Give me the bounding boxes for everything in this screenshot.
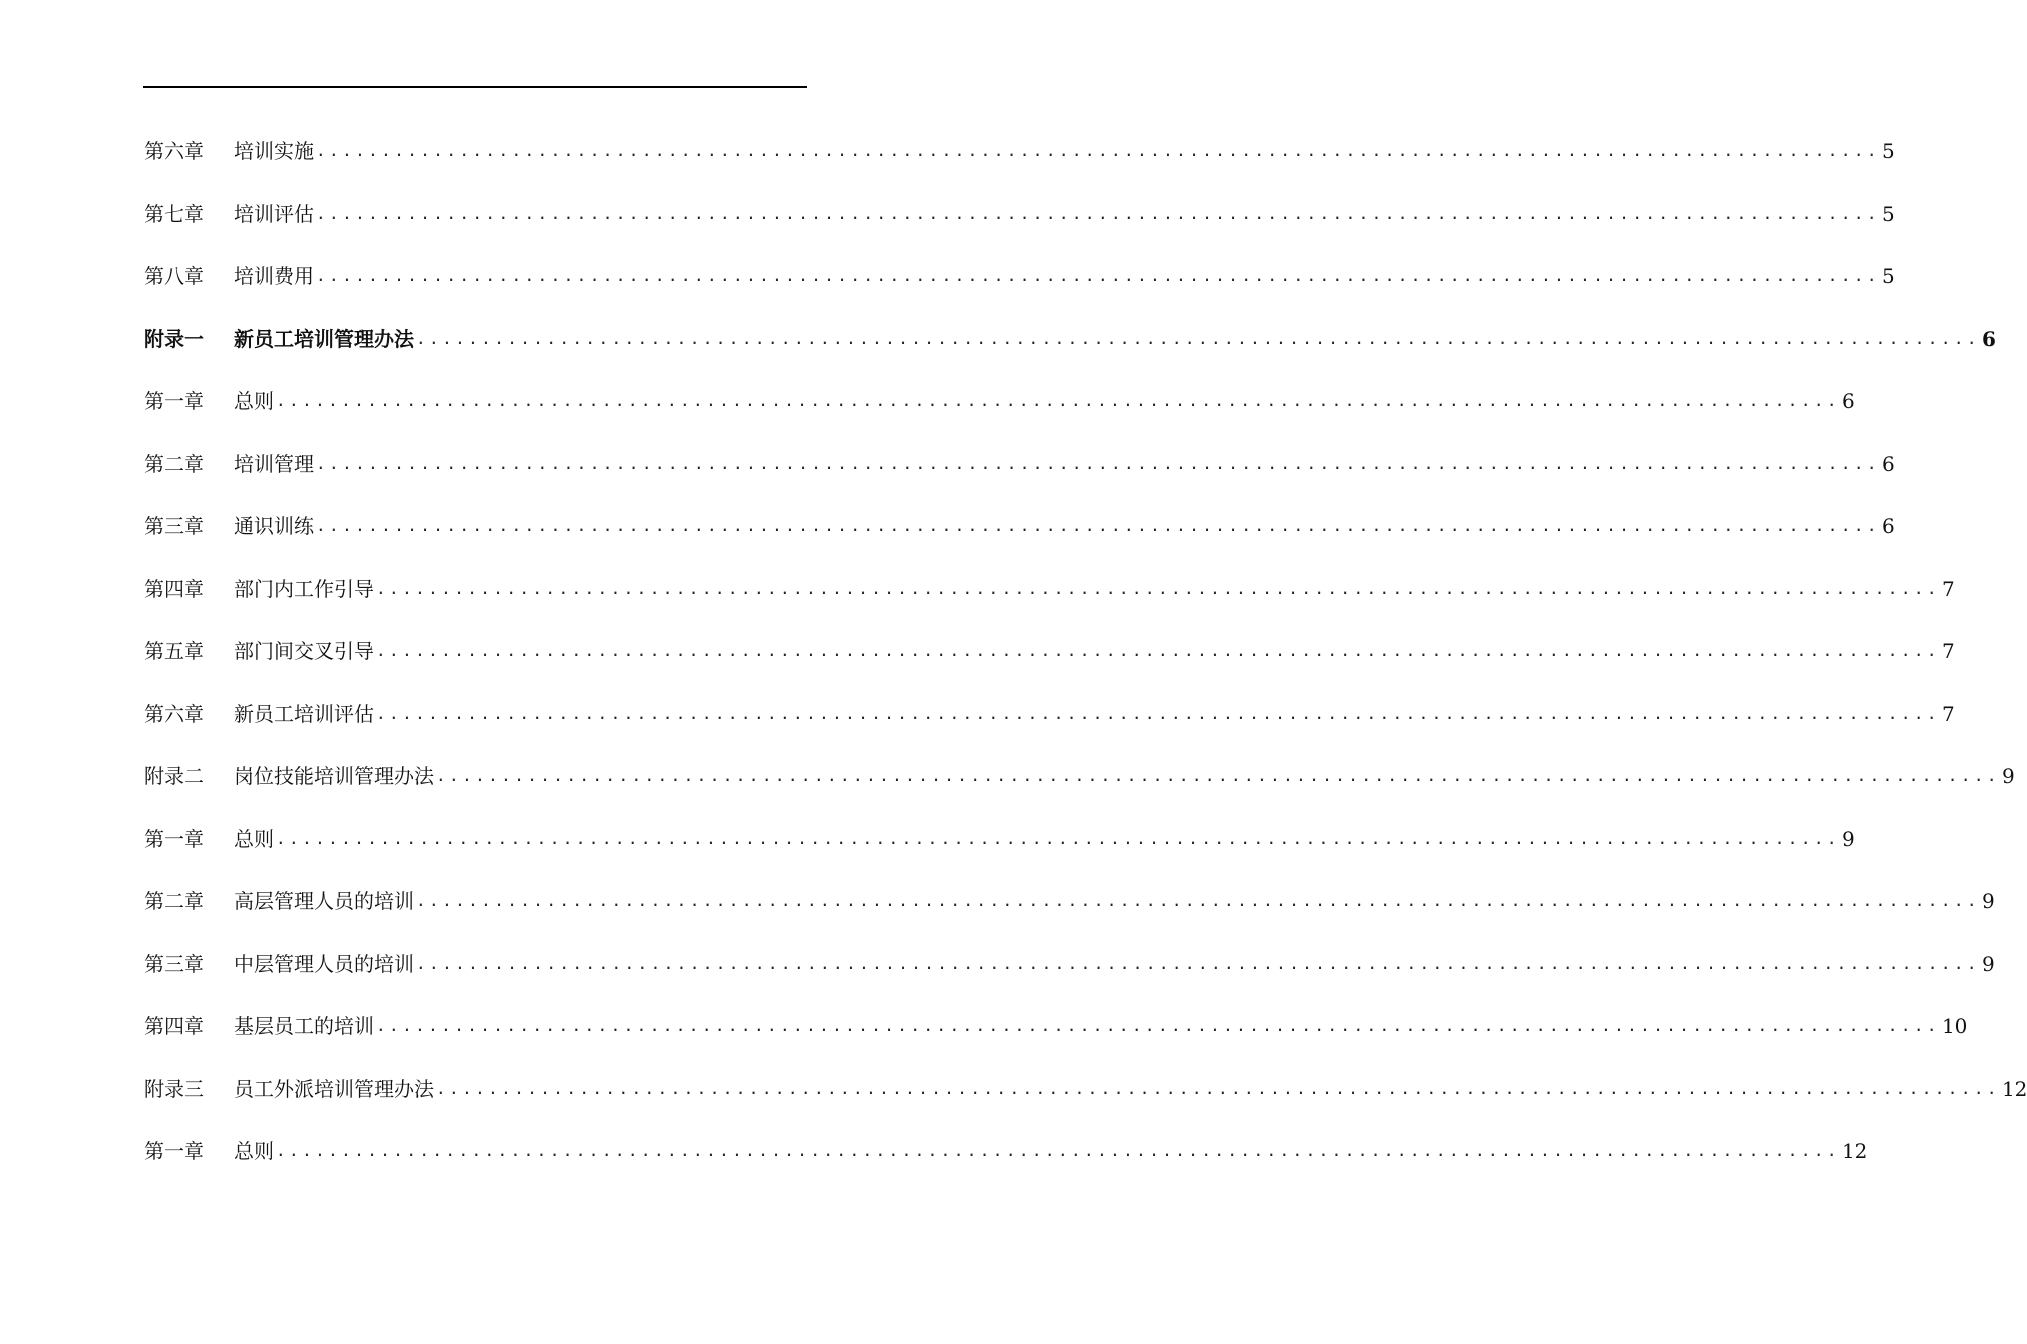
toc-entry-page: 7 — [1941, 639, 1955, 664]
toc-entry-title: 员工外派培训管理办法 — [234, 1076, 434, 1101]
toc-entry-page: 6 — [1841, 389, 1855, 414]
toc-entry-page: 6 — [1981, 326, 1996, 351]
toc-entry[interactable] — [144, 620, 1955, 683]
toc-entry-label: 第一章 — [144, 389, 204, 414]
toc-leader-dots: ........................................................................................................................ — [316, 266, 1880, 286]
table-of-contents — [144, 120, 2027, 1183]
toc-entry[interactable] — [144, 495, 1895, 558]
toc-entry-title: 岗位技能培训管理办法 — [234, 764, 434, 789]
toc-leader-dots: ........................................................................................................................ — [276, 828, 1840, 848]
toc-leader-dots: ........................................................................................................................ — [416, 953, 1980, 973]
toc-entry-label: 第三章 — [144, 951, 204, 976]
toc-entry-page: 6 — [1881, 514, 1895, 539]
toc-entry-label: 第四章 — [144, 1014, 204, 1039]
toc-entry[interactable] — [144, 745, 2015, 808]
toc-leader-dots: ........................................................................................................................ — [436, 1078, 2000, 1098]
toc-entry-page: 5 — [1881, 264, 1895, 289]
toc-entry[interactable] — [144, 370, 1855, 433]
toc-leader-dots: ........................................................................................................................ — [276, 391, 1840, 411]
toc-entry-page: 10 — [1941, 1014, 1968, 1039]
toc-entry[interactable] — [144, 1058, 2027, 1121]
toc-entry[interactable] — [144, 995, 1968, 1058]
toc-leader-dots: ........................................................................................................................ — [376, 1016, 1940, 1036]
toc-entry-title: 总则 — [234, 826, 274, 851]
toc-entry-label: 第三章 — [144, 514, 204, 539]
toc-entry-label: 第八章 — [144, 264, 204, 289]
toc-leader-dots: ........................................................................................................................ — [276, 1141, 1840, 1161]
toc-entry-label: 附录一 — [144, 326, 204, 351]
toc-entry-label: 第二章 — [144, 889, 204, 914]
toc-leader-dots: ........................................................................................................................ — [376, 641, 1940, 661]
toc-entry-title: 培训实施 — [234, 139, 314, 164]
toc-entry-page: 9 — [1981, 889, 1995, 914]
toc-leader-dots: ........................................................................................................................ — [316, 203, 1880, 223]
toc-entry-title: 部门内工作引导 — [234, 576, 374, 601]
toc-entry-title: 中层管理人员的培训 — [234, 951, 414, 976]
toc-leader-dots: ........................................................................................................................ — [416, 891, 1980, 911]
toc-entry-title: 新员工培训评估 — [234, 701, 374, 726]
header-rule — [143, 86, 807, 88]
toc-leader-dots: ........................................................................................................................ — [376, 703, 1940, 723]
toc-entry[interactable] — [144, 808, 1855, 871]
toc-entry[interactable] — [144, 1120, 1868, 1183]
toc-entry[interactable] — [144, 933, 1995, 996]
toc-entry[interactable] — [144, 433, 1895, 496]
toc-entry-label: 附录二 — [144, 764, 204, 789]
toc-entry[interactable] — [144, 183, 1895, 246]
toc-entry-page: 12 — [1841, 1139, 1868, 1164]
toc-entry-label: 附录三 — [144, 1076, 204, 1101]
toc-entry-page: 7 — [1941, 701, 1955, 726]
toc-leader-dots: ........................................................................................................................ — [376, 578, 1940, 598]
toc-entry-title: 通识训练 — [234, 514, 314, 539]
toc-entry-title: 培训费用 — [234, 264, 314, 289]
toc-entry-page: 12 — [2001, 1076, 2027, 1101]
toc-entry-page: 5 — [1881, 139, 1895, 164]
toc-entry-label: 第四章 — [144, 576, 204, 601]
toc-entry-label: 第二章 — [144, 451, 204, 476]
toc-entry-label: 第六章 — [144, 139, 204, 164]
toc-entry[interactable] — [144, 683, 1955, 746]
toc-entry-title: 基层员工的培训 — [234, 1014, 374, 1039]
toc-entry-label: 第六章 — [144, 701, 204, 726]
toc-entry-title: 部门间交叉引导 — [234, 639, 374, 664]
toc-entry-page: 9 — [2001, 764, 2015, 789]
toc-entry-page: 9 — [1841, 826, 1855, 851]
toc-entry-page: 5 — [1881, 201, 1895, 226]
toc-entry[interactable] — [144, 870, 1995, 933]
toc-entry[interactable] — [144, 245, 1895, 308]
toc-entry-title: 新员工培训管理办法 — [234, 326, 414, 351]
toc-entry-label: 第一章 — [144, 826, 204, 851]
toc-entry-title: 总则 — [234, 1139, 274, 1164]
toc-leader-dots: ........................................................................................................................ — [316, 141, 1880, 161]
toc-entry[interactable] — [144, 120, 1895, 183]
toc-entry-page: 7 — [1941, 576, 1955, 601]
toc-entry-label: 第七章 — [144, 201, 204, 226]
toc-leader-dots: ........................................................................................................................ — [316, 516, 1880, 536]
toc-entry-label: 第一章 — [144, 1139, 204, 1164]
toc-entry-label: 第五章 — [144, 639, 204, 664]
toc-entry-title: 培训管理 — [234, 451, 314, 476]
toc-leader-dots: ........................................................................................................................ — [436, 766, 2000, 786]
toc-entry-title: 培训评估 — [234, 201, 314, 226]
toc-entry[interactable] — [144, 558, 1955, 621]
toc-leader-dots: ........................................................................................................................ — [416, 328, 1980, 348]
toc-entry-title: 高层管理人员的培训 — [234, 889, 414, 914]
toc-entry-page: 9 — [1981, 951, 1995, 976]
toc-leader-dots: ........................................................................................................................ — [316, 453, 1880, 473]
toc-entry-page: 6 — [1881, 451, 1895, 476]
toc-entry[interactable] — [144, 308, 1996, 371]
toc-entry-title: 总则 — [234, 389, 274, 414]
